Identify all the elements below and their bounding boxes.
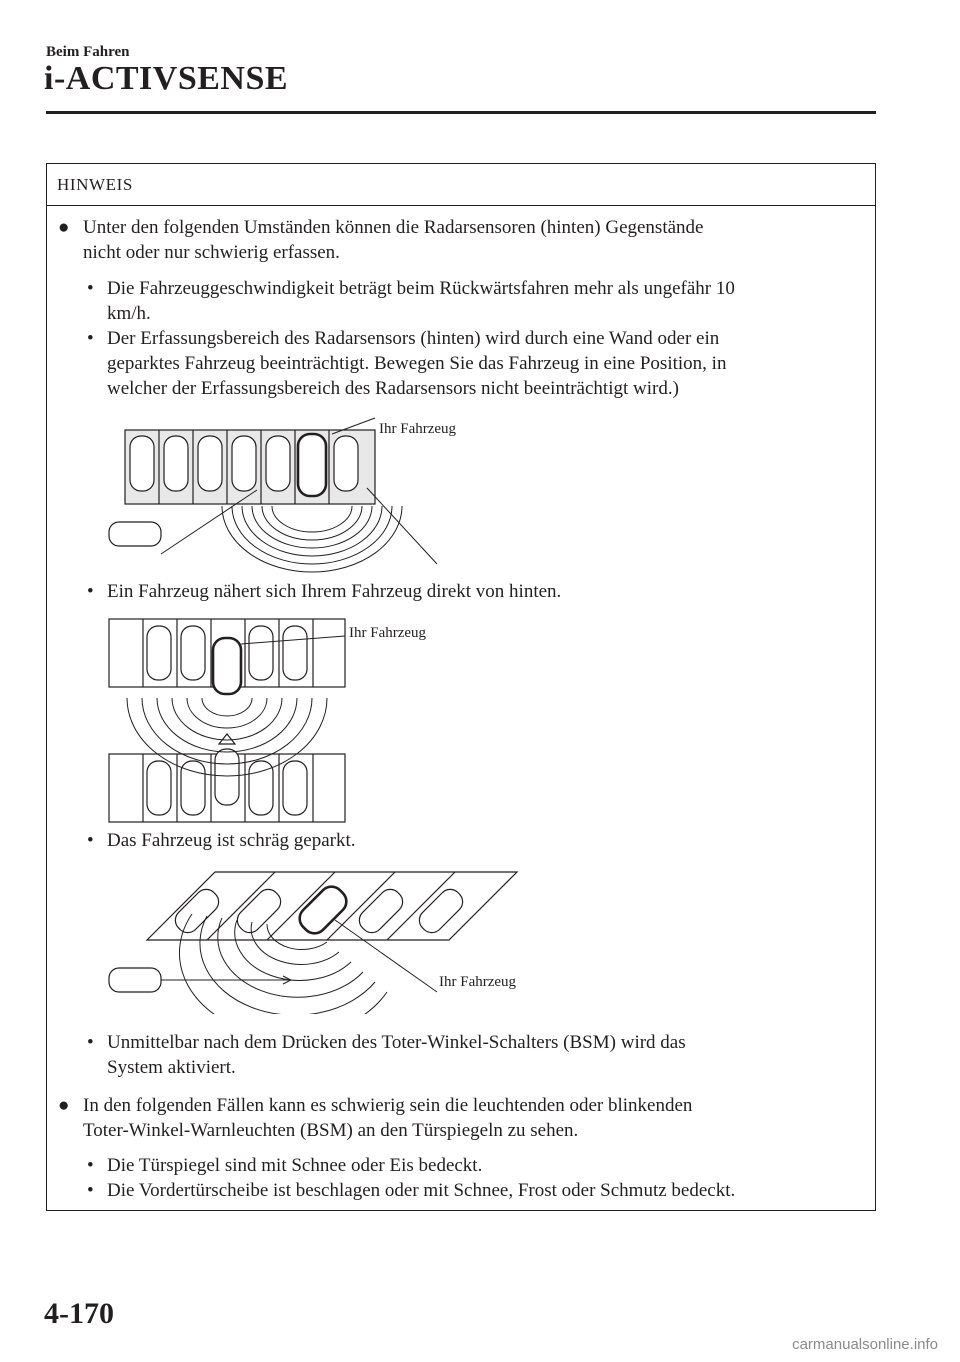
parking-wall-illustration bbox=[107, 414, 527, 579]
sub-bullet-icon: • bbox=[87, 1032, 94, 1053]
subitem-2-line-1: Der Erfassungsbereich des Radarsensors (hinten) wird durch eine Wand oder ein bbox=[107, 328, 720, 349]
subitem-3-line-1: Ein Fahrzeug nähert sich Ihrem Fahrzeug direkt von hinten. bbox=[107, 581, 562, 602]
sub-bullet-icon: • bbox=[87, 830, 94, 851]
subitem-5-line-1: Unmittelbar nach dem Drücken des Toter-Winkel-Schalters (BSM) wird das bbox=[107, 1032, 686, 1053]
sub-bullet-icon: • bbox=[87, 581, 94, 602]
subitem-6-line-1: Die Türspiegel sind mit Schnee oder Eis bedeckt. bbox=[107, 1155, 483, 1176]
sub-bullet-icon: • bbox=[87, 278, 94, 299]
header-rule bbox=[46, 111, 876, 114]
sub-bullet-icon: • bbox=[87, 328, 94, 349]
note-box bbox=[46, 163, 876, 1211]
page-number: 4-170 bbox=[44, 1297, 114, 1330]
figure-angled-parking bbox=[107, 864, 537, 1014]
subitem-2-line-2: geparktes Fahrzeug beeinträchtigt. Bewegen Sie das Fahrzeug in eine Position, in bbox=[107, 353, 727, 374]
note-item-1-line-2: nicht oder nur schwierig erfassen. bbox=[83, 242, 340, 263]
subitem-2-line-3: welcher der Erfassungsbereich des Radarsensors nicht beeinträchtigt wird.) bbox=[107, 378, 679, 399]
note-title: HINWEIS bbox=[57, 175, 133, 194]
note-item-2-line-2: Toter-Winkel-Warnleuchten (BSM) an den Türspiegeln zu sehen. bbox=[83, 1120, 579, 1141]
subitem-5-line-2: System aktiviert. bbox=[107, 1057, 236, 1078]
sub-bullet-icon: • bbox=[87, 1155, 94, 1176]
subitem-7-line-1: Die Vordertürscheibe ist beschlagen oder mit Schnee, Frost oder Schmutz bedeckt. bbox=[107, 1180, 736, 1201]
note-item-2-line-1: In den folgenden Fällen kann es schwierig sein die leuchtenden oder blinkenden bbox=[83, 1095, 693, 1116]
watermark: carmanualsonline.info bbox=[792, 1336, 938, 1353]
note-divider bbox=[47, 205, 875, 206]
figure-3-label: Ihr Fahrzeug bbox=[439, 974, 517, 990]
figure-1-label: Ihr Fahrzeug bbox=[379, 421, 457, 437]
subitem-1-line-1: Die Fahrzeuggeschwindigkeit beträgt beim Rückwärtsfahren mehr als ungefähr 10 bbox=[107, 278, 735, 299]
sub-bullet-icon: • bbox=[87, 1180, 94, 1201]
figure-2-label: Ihr Fahrzeug bbox=[349, 625, 427, 641]
figure-wall-obstruction bbox=[107, 414, 527, 579]
rear-approach-illustration bbox=[107, 614, 447, 829]
section-title: Beim Fahren bbox=[46, 44, 130, 60]
note-item-1-line-1: Unter den folgenden Umständen können die Radarsensoren (hinten) Gegenstände bbox=[83, 217, 704, 238]
bullet-icon: ● bbox=[58, 217, 70, 238]
angled-parking-illustration bbox=[107, 864, 537, 1014]
subitem-4-line-1: Das Fahrzeug ist schräg geparkt. bbox=[107, 830, 356, 851]
chapter-title: i-ACTIVSENSE bbox=[44, 60, 289, 97]
bullet-icon: ● bbox=[58, 1095, 70, 1116]
figure-approach-from-behind bbox=[107, 614, 447, 829]
subitem-1-line-2: km/h. bbox=[107, 303, 151, 324]
